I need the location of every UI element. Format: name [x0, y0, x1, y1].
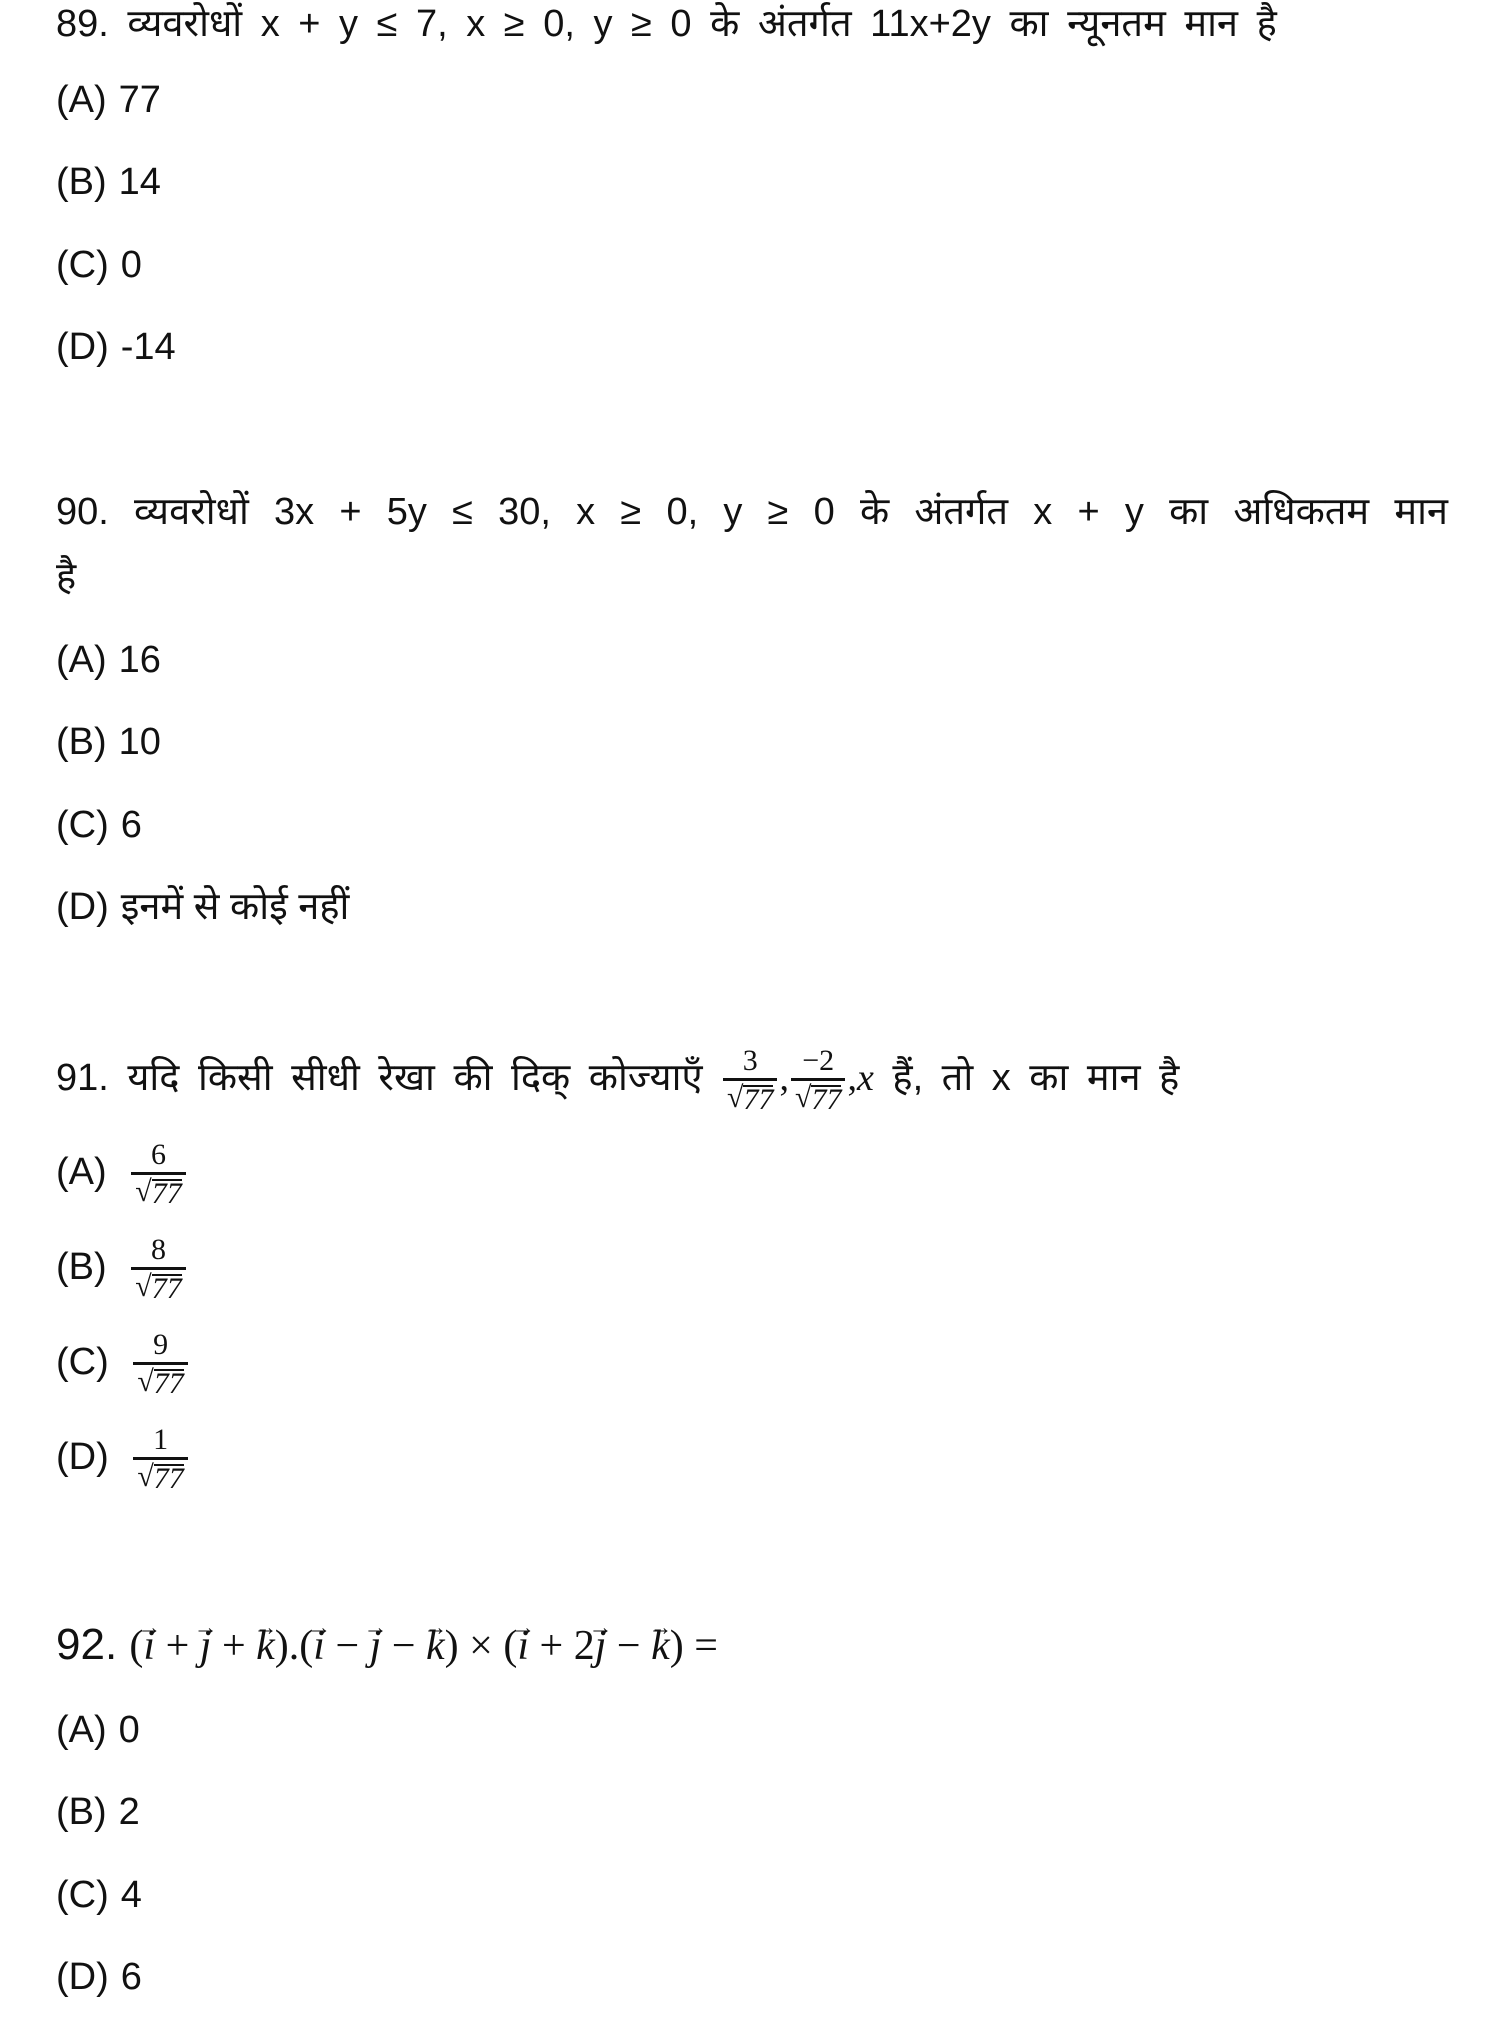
option-value: 0 — [120, 244, 142, 286]
option-value: 4 — [120, 1874, 142, 1916]
vector-j: → j — [370, 1621, 382, 1671]
option-value: 6 — [120, 804, 142, 846]
vector-i: → i — [143, 1621, 155, 1671]
vector-k: → k — [256, 1621, 275, 1671]
vector-k: → k — [426, 1621, 445, 1671]
option-89-b[interactable] — [56, 160, 161, 204]
fraction: 6 √ 77 — [131, 1140, 185, 1207]
option-92-a[interactable] — [56, 1708, 140, 1752]
question-number: 91. — [56, 1057, 109, 1099]
option-value: 14 — [118, 161, 161, 203]
option-label: (B) — [56, 1246, 107, 1288]
option-label: (D) — [56, 1956, 109, 1998]
option-label: (A) — [56, 1151, 107, 1193]
question-text: हैं, तो x का मान है — [892, 1057, 1180, 1099]
question-text: यदि किसी सीधी रेखा की दिक् कोज्याएँ — [127, 1057, 703, 1099]
option-90-a[interactable] — [56, 638, 161, 682]
option-label: (C) — [56, 804, 109, 846]
question-number: 89. — [56, 3, 109, 45]
vector-j: → j — [200, 1621, 212, 1671]
option-value: 10 — [118, 721, 161, 763]
option-value: 16 — [118, 639, 161, 681]
option-90-b[interactable] — [56, 720, 161, 764]
option-label: (B) — [56, 721, 107, 763]
question-text: है — [56, 556, 77, 598]
question-number: 90. — [56, 491, 109, 533]
fraction: 1 √ 77 — [133, 1425, 187, 1492]
option-value: -14 — [120, 326, 176, 368]
option-label: (B) — [56, 1791, 107, 1833]
option-label: (D) — [56, 1436, 109, 1478]
option-89-d[interactable] — [56, 325, 176, 369]
option-91-a[interactable] — [56, 1138, 188, 1211]
fraction: 8 √ 77 — [131, 1235, 185, 1302]
option-label: (A) — [56, 639, 107, 681]
question-90-stem — [56, 490, 1448, 534]
question-90-stem-line2 — [56, 555, 76, 599]
vector-i: → i — [313, 1621, 325, 1671]
question-92-stem — [56, 1620, 718, 1671]
option-label: (C) — [56, 244, 109, 286]
fraction: 3 √ 77 — [723, 1046, 777, 1113]
option-91-b[interactable] — [56, 1233, 188, 1306]
option-90-d[interactable] — [56, 885, 349, 929]
fraction: 9 √ 77 — [133, 1330, 187, 1397]
question-number: 92. — [56, 1620, 118, 1669]
vector-expression: (→ i + → j + → k).(→ i − → j − → k) × (→ i + 2→ j − → k) = — [129, 1623, 718, 1669]
vector-i: → i — [517, 1621, 529, 1671]
option-89-c[interactable] — [56, 243, 142, 287]
option-89-a[interactable] — [56, 78, 161, 122]
option-value: 77 — [118, 79, 161, 121]
option-label: (A) — [56, 79, 107, 121]
variable: x — [856, 1057, 874, 1099]
option-90-c[interactable] — [56, 803, 142, 847]
question-text: व्यवरोधों 3x + 5y ≤ 30, x ≥ 0, y ≥ 0 के अंतर्गत x + y का अधिकतम मान — [134, 491, 1448, 533]
option-label: (B) — [56, 161, 107, 203]
question-text: व्यवरोधों x + y ≤ 7, x ≥ 0, y ≥ 0 के अंतर्गत 11x+2y का न्यूनतम मान है — [127, 3, 1277, 45]
vector-j: → j — [595, 1621, 607, 1671]
question-89-stem — [56, 2, 1277, 46]
fraction: −2 √ 77 — [791, 1046, 845, 1113]
option-value: इनमें से कोई नहीं — [120, 886, 350, 928]
question-91-stem: 91. यदि किसी सीधी रेखा की दिक् कोज्याएँ 3 √ 77 , −2 √ 77 ,x हैं, तो x का मान है — [56, 1044, 1180, 1117]
option-value: 0 — [118, 1709, 140, 1751]
option-label: (D) — [56, 886, 109, 928]
option-value: 6 — [120, 1956, 142, 1998]
option-label: (D) — [56, 326, 109, 368]
option-label: (C) — [56, 1874, 109, 1916]
option-91-c[interactable] — [56, 1328, 190, 1401]
option-value: 2 — [118, 1791, 140, 1833]
option-92-d[interactable] — [56, 1955, 142, 1999]
option-label: (C) — [56, 1341, 109, 1383]
option-92-c[interactable] — [56, 1873, 142, 1917]
vector-k: → k — [651, 1621, 670, 1671]
option-91-d[interactable] — [56, 1423, 190, 1496]
option-92-b[interactable] — [56, 1790, 140, 1834]
option-label: (A) — [56, 1709, 107, 1751]
